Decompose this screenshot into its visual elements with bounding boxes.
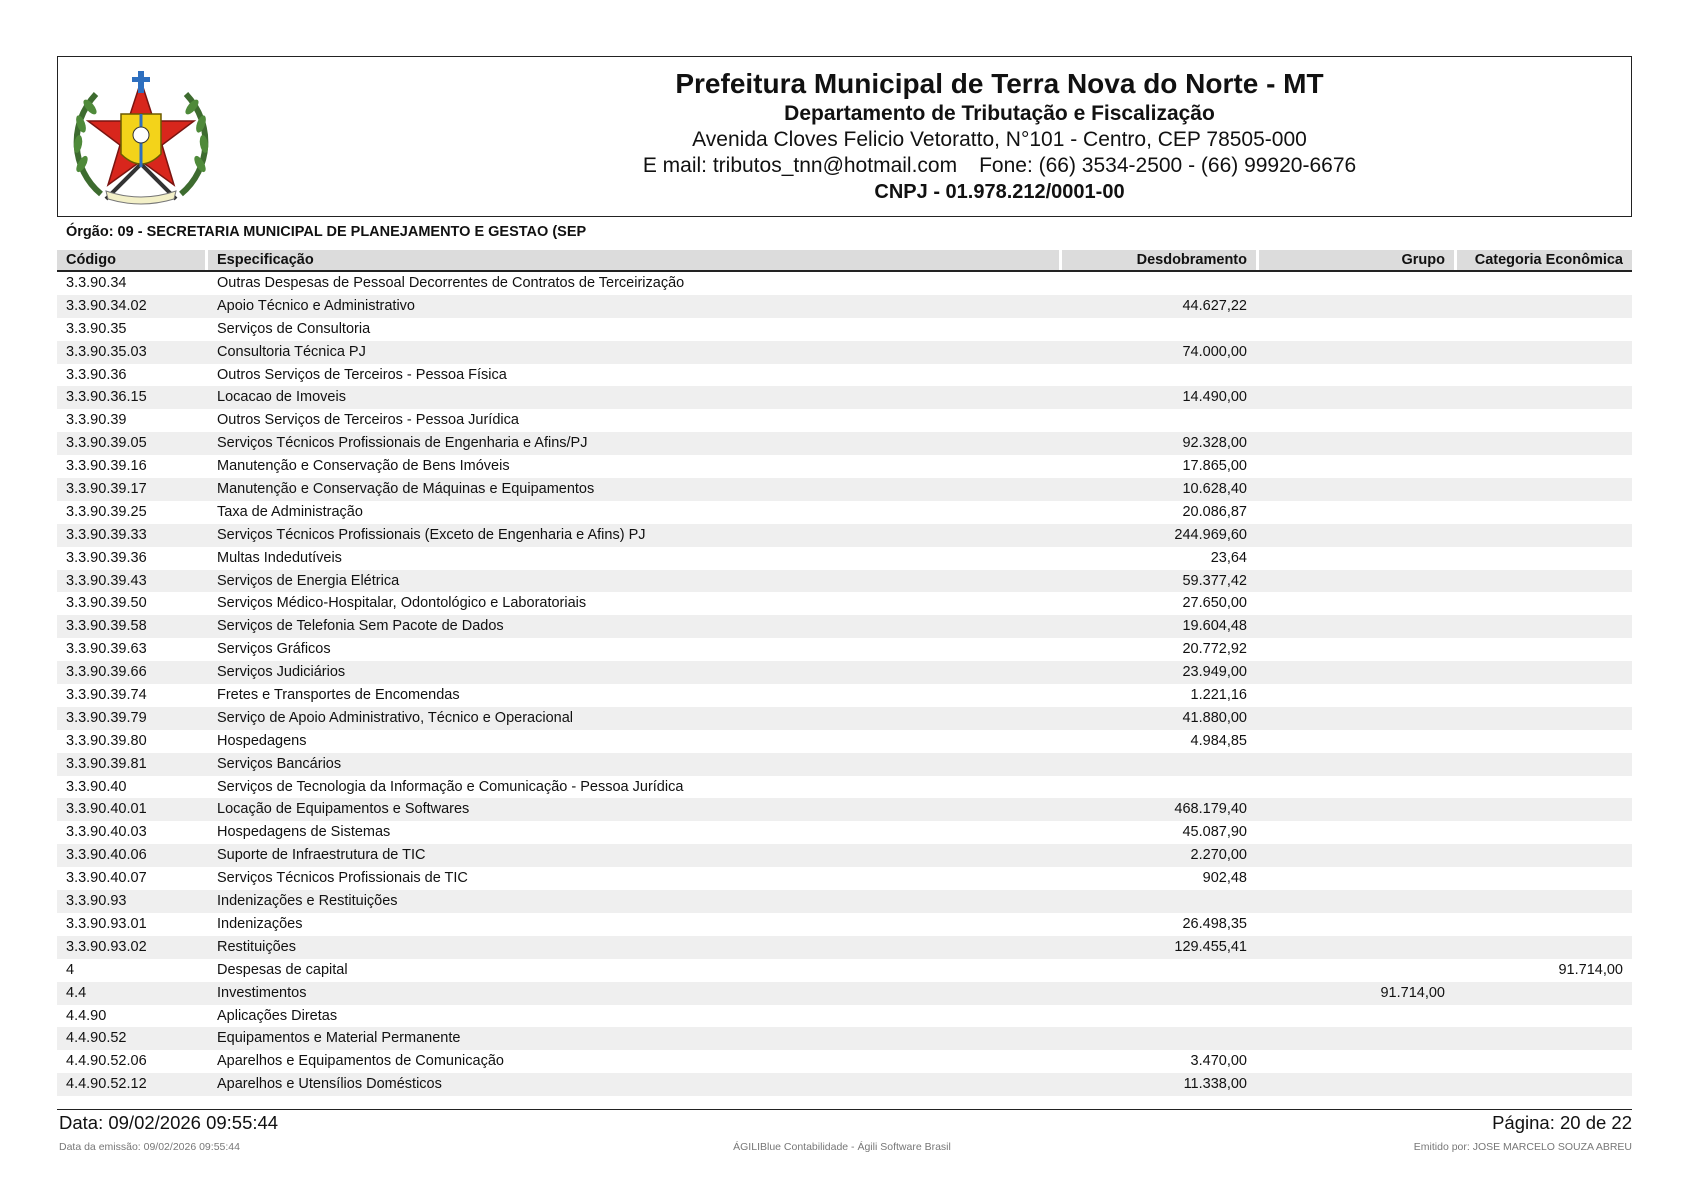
cell-categoria [1457, 913, 1632, 936]
cell-grupo [1259, 936, 1454, 959]
cell-grupo [1259, 592, 1454, 615]
cell-codigo: 4.4.90.52 [66, 1030, 127, 1047]
cell-grupo [1259, 478, 1454, 501]
cell-desdobramento [1062, 272, 1256, 295]
cell-especificacao: Hospedagens de Sistemas [217, 824, 391, 841]
cell-categoria [1457, 1005, 1632, 1028]
cnpj-text: CNPJ - 01.978.212/0001-00 [874, 181, 1125, 203]
cell-grupo [1259, 547, 1454, 570]
orgao-label: Órgão: 09 - SECRETARIA MUNICIPAL DE PLANEJAMENTO E GESTAO (SEP [66, 224, 587, 240]
cell-categoria [1457, 730, 1632, 753]
cell-grupo [1259, 661, 1454, 684]
cell-categoria [1457, 798, 1632, 821]
cell-especificacao: Indenizações [217, 915, 303, 932]
software-credit: ÁGILIBlue Contabilidade - Ágili Software Brasil [733, 1141, 951, 1153]
cell-categoria [1457, 1027, 1632, 1050]
table-row [57, 386, 1632, 409]
table-row [57, 776, 1632, 799]
table-row [57, 1005, 1632, 1028]
table-row [57, 547, 1632, 570]
cell-categoria [1457, 1050, 1632, 1073]
footer-divider [57, 1109, 1632, 1110]
cell-especificacao: Serviços Médico-Hospitalar, Odontológico e Laboratoriais [217, 595, 587, 612]
cell-grupo [1259, 730, 1454, 753]
cell-desdobramento: 20.772,92 [1182, 641, 1247, 658]
cell-grupo [1259, 707, 1454, 730]
cell-especificacao: Serviços Técnicos Profissionais (Exceto de Engenharia e Afins) PJ [217, 526, 646, 543]
cell-codigo: 3.3.90.39.36 [66, 549, 147, 566]
cell-categoria [1457, 615, 1632, 638]
cell-categoria: 91.714,00 [1558, 961, 1623, 978]
cell-especificacao: Aparelhos e Utensílios Domésticos [217, 1076, 442, 1093]
cell-desdobramento: 20.086,87 [1182, 503, 1247, 520]
cell-codigo: 3.3.90.39.43 [66, 572, 147, 589]
cell-codigo: 3.3.90.35.03 [66, 343, 147, 360]
cell-codigo: 3.3.90.40.06 [66, 847, 147, 864]
cell-especificacao: Serviços Técnicos Profissionais de Engenharia e Afins/PJ [217, 435, 588, 452]
cell-categoria [1457, 295, 1632, 318]
table-row [57, 409, 1632, 432]
cell-especificacao: Serviços Gráficos [217, 641, 331, 658]
cell-codigo: 3.3.90.93 [66, 893, 127, 910]
cell-codigo: 3.3.90.39 [66, 412, 127, 429]
cell-codigo: 3.3.90.39.63 [66, 641, 147, 658]
cell-especificacao: Restituições [217, 938, 296, 955]
cell-codigo: 4.4 [66, 984, 87, 1001]
cell-grupo [1259, 844, 1454, 867]
cell-especificacao: Equipamentos e Material Permanente [217, 1030, 461, 1047]
cell-desdobramento [1062, 890, 1256, 913]
table-row [57, 570, 1632, 593]
table-row [57, 844, 1632, 867]
cell-desdobramento: 23,64 [1210, 549, 1247, 566]
cell-especificacao: Outros Serviços de Terceiros - Pessoa Física [217, 366, 507, 383]
cell-grupo [1259, 318, 1454, 341]
cell-desdobramento [1062, 1005, 1256, 1028]
cell-codigo: 3.3.90.93.01 [66, 915, 147, 932]
coat-of-arms-icon [66, 69, 216, 209]
cell-desdobramento: 244.969,60 [1174, 526, 1247, 543]
cell-desdobramento: 26.498,35 [1182, 915, 1247, 932]
cell-especificacao: Serviço de Apoio Administrativo, Técnico e Operacional [217, 709, 573, 726]
cell-desdobramento: 11.338,00 [1183, 1076, 1247, 1093]
cell-categoria [1457, 409, 1632, 432]
cell-desdobramento: 27.650,00 [1182, 595, 1247, 612]
cell-grupo [1259, 684, 1454, 707]
cell-codigo: 4.4.90.52.06 [66, 1053, 147, 1070]
cell-especificacao: Serviços de Tecnologia da Informação e Comunicação - Pessoa Jurídica [217, 778, 684, 795]
cell-codigo: 4.4.90.52.12 [66, 1076, 147, 1093]
cell-categoria [1457, 478, 1632, 501]
contact-line [388, 153, 1611, 179]
cell-especificacao: Serviços de Consultoria [217, 320, 371, 337]
cell-categoria [1457, 318, 1632, 341]
cell-desdobramento: 74.000,00 [1182, 343, 1247, 360]
cell-grupo [1259, 1050, 1454, 1073]
table-row [57, 936, 1632, 959]
table-row [57, 524, 1632, 547]
cell-categoria [1457, 684, 1632, 707]
phone-text: Fone: (66) 3534-2500 - (66) 99920-6676 [979, 154, 1357, 177]
cell-especificacao: Outras Despesas de Pessoal Decorrentes de Contratos de Terceirização [217, 275, 685, 291]
municipality-title: Prefeitura Municipal de Terra Nova do Norte - MT [675, 68, 1324, 99]
cell-desdobramento: 19.604,48 [1182, 618, 1247, 635]
cell-codigo: 3.3.90.93.02 [66, 938, 147, 955]
header-text-block [388, 67, 1611, 205]
department-name: Departamento de Tributação e Fiscalização [784, 102, 1215, 125]
cell-codigo: 3.3.90.39.05 [66, 435, 147, 452]
cell-especificacao: Investimentos [217, 984, 307, 1001]
cell-codigo: 3.3.90.39.66 [66, 664, 147, 681]
cell-grupo [1259, 890, 1454, 913]
table-row [57, 798, 1632, 821]
cell-grupo [1259, 638, 1454, 661]
cell-grupo: 91.714,00 [1380, 984, 1445, 1001]
cell-codigo: 3.3.90.34 [66, 275, 127, 291]
cell-desdobramento: 1.221,16 [1190, 687, 1247, 704]
table-row [57, 592, 1632, 615]
column-header-especificacao: Especificação [208, 250, 1059, 270]
cell-grupo [1259, 455, 1454, 478]
emission-date: Data da emissão: 09/02/2026 09:55:44 [59, 1141, 240, 1153]
table-row [57, 432, 1632, 455]
cell-desdobramento [1062, 364, 1256, 387]
cell-categoria [1457, 570, 1632, 593]
cell-grupo [1259, 364, 1454, 387]
cell-categoria [1457, 1073, 1632, 1096]
cell-especificacao: Manutenção e Conservação de Bens Imóveis [217, 458, 510, 475]
table-row [57, 272, 1632, 295]
table-row [57, 1073, 1632, 1096]
cell-grupo [1259, 524, 1454, 547]
cell-especificacao: Hospedagens [217, 732, 307, 749]
table-row [57, 707, 1632, 730]
cell-categoria [1457, 455, 1632, 478]
cell-categoria [1457, 890, 1632, 913]
table-row [57, 615, 1632, 638]
table-row [57, 364, 1632, 387]
cell-desdobramento: 92.328,00 [1182, 435, 1247, 452]
report-header [57, 56, 1632, 217]
cell-grupo [1259, 615, 1454, 638]
cell-desdobramento: 41.880,00 [1182, 709, 1247, 726]
cell-desdobramento [1062, 753, 1256, 776]
cell-codigo: 3.3.90.39.81 [66, 755, 147, 772]
cell-especificacao: Consultoria Técnica PJ [217, 343, 366, 360]
cell-especificacao: Despesas de capital [217, 961, 348, 978]
cell-categoria [1457, 776, 1632, 799]
cell-codigo: 3.3.90.39.25 [66, 503, 147, 520]
cell-desdobramento: 17.865,00 [1182, 458, 1247, 475]
cell-desdobramento: 468.179,40 [1174, 801, 1247, 818]
cell-categoria [1457, 432, 1632, 455]
cell-codigo: 3.3.90.40.03 [66, 824, 147, 841]
cell-grupo [1259, 776, 1454, 799]
cell-categoria [1457, 936, 1632, 959]
table-row [57, 730, 1632, 753]
cell-categoria [1457, 547, 1632, 570]
cell-especificacao: Serviços Judiciários [217, 664, 346, 681]
cell-categoria [1457, 386, 1632, 409]
cell-codigo: 3.3.90.39.16 [66, 458, 147, 475]
cell-categoria [1457, 707, 1632, 730]
cell-grupo [1259, 432, 1454, 455]
cell-especificacao: Fretes e Transportes de Encomendas [217, 687, 460, 704]
cell-desdobramento [1062, 982, 1256, 1005]
cell-codigo: 3.3.90.39.50 [66, 595, 147, 612]
cell-desdobramento: 3.470,00 [1190, 1053, 1247, 1070]
page-number: Página: 20 de 22 [1492, 1112, 1632, 1133]
table-row [57, 684, 1632, 707]
cell-especificacao: Locação de Equipamentos e Softwares [217, 801, 470, 818]
cell-grupo [1259, 1005, 1454, 1028]
cell-codigo: 3.3.90.39.74 [66, 687, 147, 704]
cell-codigo: 3.3.90.39.33 [66, 526, 147, 543]
table-row [57, 638, 1632, 661]
cell-categoria [1457, 661, 1632, 684]
table-row [57, 753, 1632, 776]
cell-especificacao: Aparelhos e Equipamentos de Comunicação [217, 1053, 504, 1070]
cell-especificacao: Apoio Técnico e Administrativo [217, 297, 416, 314]
address-line: Avenida Cloves Felicio Vetoratto, N°101 - Centro, CEP 78505-000 [692, 128, 1307, 151]
cell-especificacao: Multas Indedutíveis [217, 549, 342, 566]
cell-grupo [1259, 272, 1454, 295]
cell-grupo [1259, 341, 1454, 364]
column-header-desdobramento: Desdobramento [1062, 250, 1256, 270]
column-header-categoria: Categoria Econômica [1457, 250, 1632, 270]
table-header [57, 250, 1632, 272]
cell-especificacao: Indenizações e Restituições [217, 893, 398, 910]
cell-grupo [1259, 295, 1454, 318]
issued-by: Emitido por: JOSE MARCELO SOUZA ABREU [1413, 1141, 1632, 1153]
cell-grupo [1259, 570, 1454, 593]
cell-codigo: 3.3.90.40.01 [66, 801, 147, 818]
cell-desdobramento: 129.455,41 [1174, 938, 1247, 955]
cell-grupo [1259, 821, 1454, 844]
cell-desdobramento: 4.984,85 [1190, 732, 1247, 749]
cell-grupo [1259, 753, 1454, 776]
cell-codigo: 3.3.90.39.80 [66, 732, 147, 749]
cell-categoria [1457, 272, 1632, 295]
table-body [57, 272, 1632, 1096]
cell-categoria [1457, 364, 1632, 387]
cell-codigo: 3.3.90.40.07 [66, 870, 147, 887]
column-header-codigo: Código [57, 250, 205, 270]
cell-desdobramento [1062, 409, 1256, 432]
table-row [57, 1050, 1632, 1073]
cell-grupo [1259, 959, 1454, 982]
expenses-table [57, 250, 1632, 1096]
cell-categoria [1457, 592, 1632, 615]
table-row [57, 959, 1632, 982]
cell-grupo [1259, 409, 1454, 432]
table-row [57, 867, 1632, 890]
cell-categoria [1457, 524, 1632, 547]
cell-desdobramento: 10.628,40 [1182, 481, 1247, 498]
cell-desdobramento: 59.377,42 [1182, 572, 1247, 589]
footer-date: Data: 09/02/2026 09:55:44 [59, 1112, 279, 1133]
cell-grupo [1259, 1073, 1454, 1096]
table-row [57, 661, 1632, 684]
table-row [57, 913, 1632, 936]
email-text: E mail: tributos_tnn@hotmail.com [642, 154, 958, 177]
cell-desdobramento: 44.627,22 [1182, 297, 1247, 314]
cell-codigo: 3.3.90.35 [66, 320, 127, 337]
cell-codigo: 3.3.90.40 [66, 778, 127, 795]
cell-categoria [1457, 501, 1632, 524]
column-header-grupo: Grupo [1259, 250, 1454, 270]
cell-especificacao: Outros Serviços de Terceiros - Pessoa Jurídica [217, 412, 519, 429]
table-row [57, 455, 1632, 478]
cell-categoria [1457, 638, 1632, 661]
cell-desdobramento: 2.270,00 [1190, 847, 1247, 864]
table-row [57, 318, 1632, 341]
cell-grupo [1259, 386, 1454, 409]
cell-categoria [1457, 867, 1632, 890]
cell-codigo: 3.3.90.34.02 [66, 297, 147, 314]
cell-especificacao: Manutenção e Conservação de Máquinas e Equipamentos [217, 481, 595, 498]
cell-categoria [1457, 753, 1632, 776]
cell-grupo [1259, 1027, 1454, 1050]
cell-grupo [1259, 867, 1454, 890]
cell-categoria [1457, 821, 1632, 844]
cell-codigo: 3.3.90.39.79 [66, 709, 147, 726]
table-row [57, 478, 1632, 501]
cell-desdobramento: 23.949,00 [1182, 664, 1247, 681]
table-row [57, 501, 1632, 524]
cell-codigo: 3.3.90.39.58 [66, 618, 147, 635]
cell-desdobramento [1062, 776, 1256, 799]
cell-especificacao: Serviços Bancários [217, 755, 342, 772]
cell-especificacao: Taxa de Administração [217, 503, 363, 520]
cell-codigo: 3.3.90.39.17 [66, 481, 147, 498]
cell-categoria [1457, 982, 1632, 1005]
cell-grupo [1259, 501, 1454, 524]
cell-especificacao: Serviços de Telefonia Sem Pacote de Dados [217, 618, 504, 635]
table-row [57, 295, 1632, 318]
cell-especificacao: Aplicações Diretas [217, 1007, 338, 1024]
cell-desdobramento: 45.087,90 [1182, 824, 1247, 841]
table-row [57, 341, 1632, 364]
table-row [57, 1027, 1632, 1050]
table-row [57, 890, 1632, 913]
cell-especificacao: Suporte de Infraestrutura de TIC [217, 847, 426, 864]
table-row [57, 982, 1632, 1005]
cell-desdobramento: 902,48 [1202, 870, 1247, 887]
cell-desdobramento [1062, 1027, 1256, 1050]
cell-grupo [1259, 798, 1454, 821]
cell-codigo: 4.4.90 [66, 1007, 107, 1024]
cell-categoria [1457, 844, 1632, 867]
cell-categoria [1457, 341, 1632, 364]
cell-desdobramento [1062, 318, 1256, 341]
cell-desdobramento: 14.490,00 [1182, 389, 1247, 406]
cell-codigo: 4 [66, 961, 75, 978]
cell-especificacao: Serviços Técnicos Profissionais de TIC [217, 870, 468, 887]
cell-desdobramento [1062, 959, 1256, 982]
cell-grupo [1259, 913, 1454, 936]
cell-codigo: 3.3.90.36.15 [66, 389, 147, 406]
cell-especificacao: Serviços de Energia Elétrica [217, 572, 400, 589]
table-row [57, 821, 1632, 844]
cell-especificacao: Locacao de Imoveis [217, 389, 346, 406]
cell-codigo: 3.3.90.36 [66, 366, 127, 383]
